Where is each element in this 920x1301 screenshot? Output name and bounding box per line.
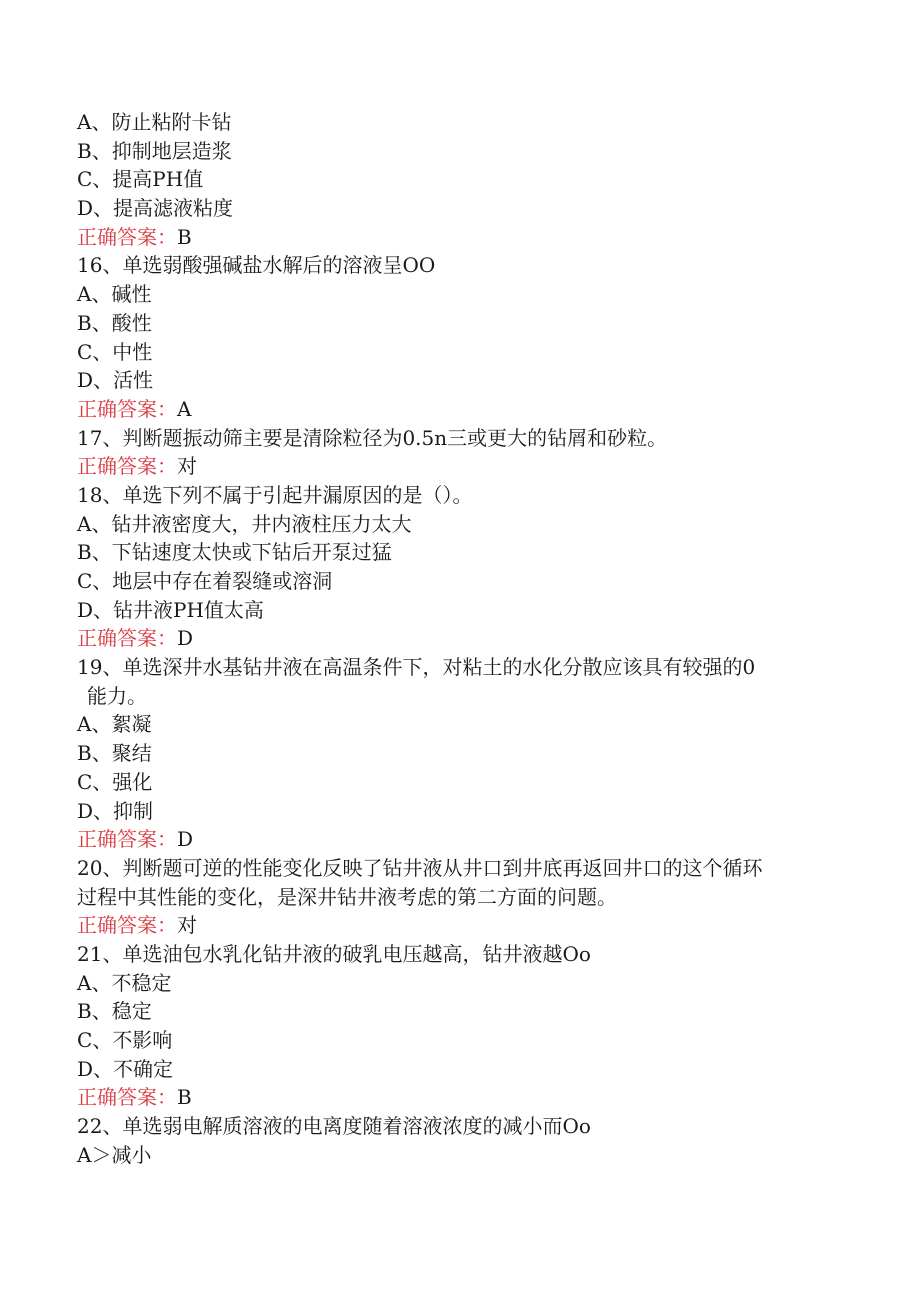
question-text: 19、单选深井水基钻井液在高温条件下，对粘土的水化分散应该具有较强的0 (77, 655, 756, 680)
question-text: 21、单选油包水乳化钻井液的破乳电压越高，钻井液越Oo (77, 941, 591, 966)
correct-answer (77, 624, 837, 653)
answer-value: 对 (177, 454, 197, 479)
question-text: 16、单选弱酸强碱盐水解后的溶液呈OO (77, 253, 436, 278)
answer-option: B、酸性 (77, 310, 152, 335)
answer-label: 正确答案： (77, 396, 177, 421)
answer-value: B (177, 224, 192, 249)
answer-option: C、地层中存在着裂缝或溶洞 (77, 569, 333, 593)
answer-option: C、提高PH值 (77, 167, 204, 192)
answer-label: 正确答案： (77, 827, 177, 852)
answer-option: B、下钻速度太快或下钻后开泵过猛 (77, 540, 392, 565)
answer-option: D、活性 (77, 368, 154, 393)
answer-value: 对 (177, 913, 197, 938)
question-text: 过程中其性能的变化，是深井钻井液考虑的第二方面的问题。 (77, 884, 617, 909)
answer-option: A、钻井液密度大，井内液柱压力太大 (77, 511, 412, 536)
question-text: 20、判断题可逆的性能变化反映了钻井液从井口到井底再返回井口的这个循环 (77, 855, 763, 880)
question-text: 22、单选弱电解质溶液的电离度随着溶液浓度的减小而Oo (77, 1114, 591, 1139)
answer-option: D、抑制 (77, 798, 154, 823)
correct-answer (77, 911, 837, 940)
answer-label: 正确答案： (77, 224, 177, 249)
correct-answer (77, 452, 837, 481)
answer-option: A、碱性 (77, 282, 152, 307)
question-text: 17、判断题振动筛主要是清除粒径为0.5n三或更大的钻屑和砂粒。 (77, 425, 668, 450)
answer-option: A、防止粘附卡钻 (77, 110, 232, 134)
answer-option: C、中性 (77, 339, 153, 364)
answer-option: C、不影响 (77, 1028, 173, 1052)
answer-value: B (177, 1085, 192, 1110)
answer-option: D、提高滤液粘度 (77, 196, 234, 221)
correct-answer (77, 395, 837, 424)
answer-option: A、絮凝 (77, 712, 152, 737)
answer-option: B、聚结 (77, 741, 152, 766)
answer-label: 正确答案： (77, 1085, 177, 1110)
answer-option: D、钻井液PH值太高 (77, 597, 264, 622)
answer-option: C、强化 (77, 769, 153, 794)
answer-label: 正确答案： (77, 454, 177, 479)
answer-option: B、抑制地层造浆 (77, 138, 232, 163)
document-page (77, 108, 837, 1169)
correct-answer (77, 1083, 837, 1112)
answer-value: D (177, 827, 194, 852)
question-text: 18、单选下列不属于引起井漏原因的是（）。 (77, 482, 473, 507)
correct-answer (77, 825, 837, 854)
answer-option: A＞减小 (77, 1142, 152, 1167)
correct-answer (77, 223, 837, 252)
question-continuation: 能力。 (87, 683, 147, 708)
answer-label: 正确答案： (77, 913, 177, 938)
answer-option: D、不确定 (77, 1056, 174, 1081)
answer-label: 正确答案： (77, 626, 177, 651)
answer-value: D (177, 626, 194, 651)
answer-option: A、不稳定 (77, 970, 172, 995)
answer-option: B、稳定 (77, 999, 152, 1024)
answer-value: A (177, 396, 192, 421)
